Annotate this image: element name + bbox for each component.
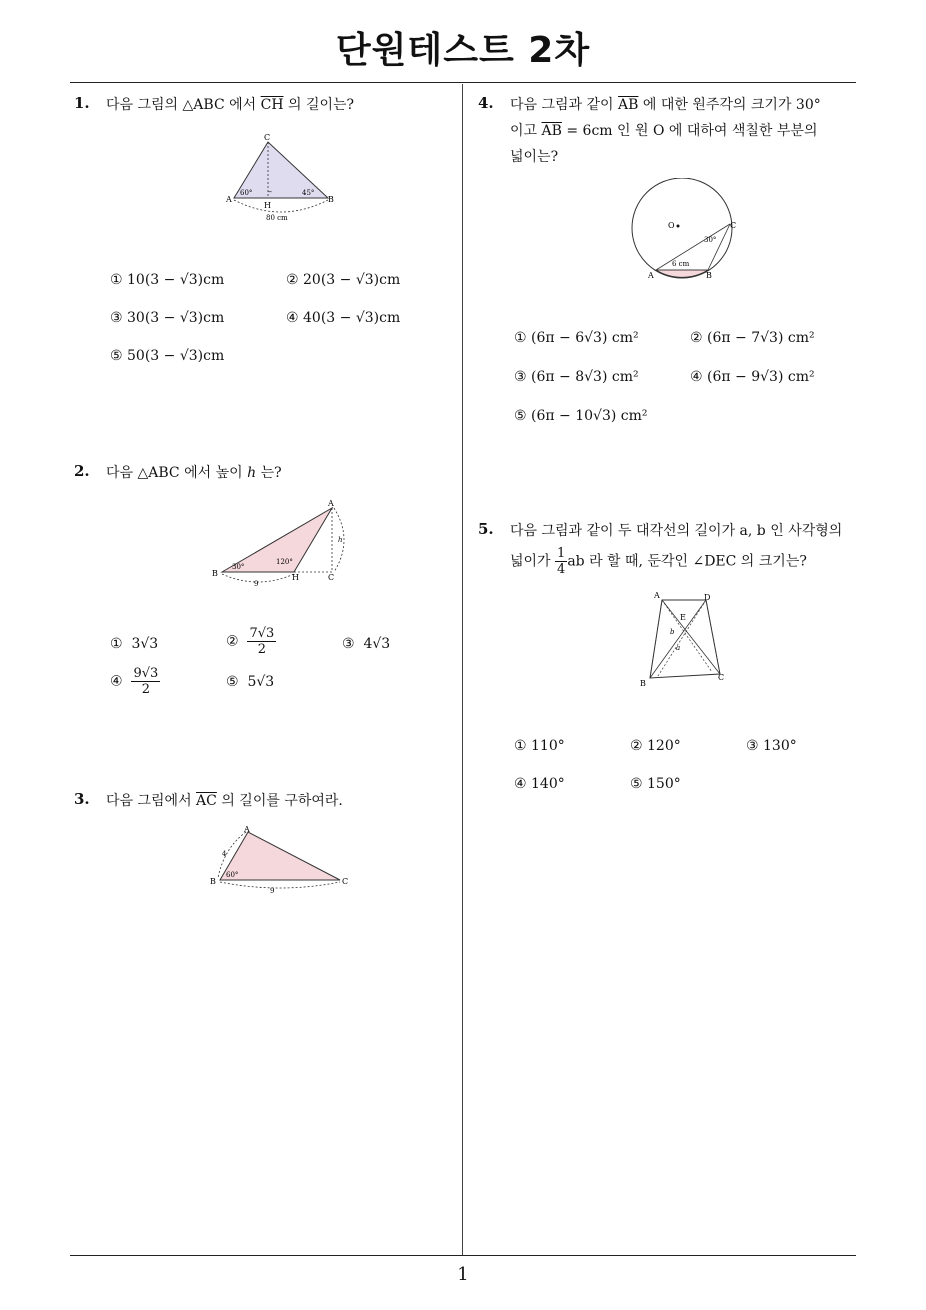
- option-mark: ①: [110, 636, 123, 652]
- option-3[interactable]: ③ (6π − 8√3) cm²: [514, 369, 639, 385]
- text-part: 다음 △ABC 에서 높이: [106, 465, 248, 481]
- option-value: 5√3: [247, 674, 275, 690]
- option-2[interactable]: [226, 626, 276, 657]
- label-H: H: [292, 573, 299, 582]
- option-1[interactable]: ① 10(3 − √3)cm: [110, 272, 225, 288]
- option-1[interactable]: ① (6π − 6√3) cm²: [514, 330, 639, 346]
- column-divider: [462, 84, 463, 1256]
- fraction: [247, 626, 276, 657]
- label-B: B: [328, 195, 334, 204]
- label-b: b: [670, 628, 675, 636]
- segment-label: $\overline{AC}$: [196, 793, 217, 809]
- option-1[interactable]: ① 110°: [514, 738, 565, 754]
- option-mark: ⑤: [226, 674, 239, 690]
- label-O: O: [668, 221, 675, 230]
- question-number: 3.: [74, 790, 90, 808]
- text-part: 다음 그림에서: [106, 793, 197, 809]
- label-D: D: [704, 593, 711, 602]
- text-line: [510, 92, 860, 118]
- triangle-figure-2: [208, 496, 358, 592]
- segment-label: $\overline{CH}$: [260, 97, 284, 113]
- label-C: C: [718, 673, 725, 682]
- denominator: 2: [257, 642, 267, 657]
- base-length: 9: [270, 887, 275, 895]
- option-2[interactable]: ② 120°: [630, 738, 681, 754]
- label-B: B: [210, 877, 216, 886]
- var-h: h: [247, 465, 257, 481]
- segment-label: $\overline{AB}$: [618, 97, 639, 113]
- label-A: A: [654, 591, 660, 600]
- text-part: ab 라 할 때, 둔각인 ∠DEC 의 크기는?: [567, 553, 807, 570]
- text-part: 넓이가: [510, 553, 556, 570]
- bottom-rule: [70, 1255, 856, 1256]
- numerator: 1: [557, 546, 566, 561]
- option-4[interactable]: [110, 666, 160, 697]
- text-part: 의 길이를 구하여라.: [216, 793, 343, 809]
- label-A: A: [244, 825, 250, 834]
- option-value: 4√3: [363, 636, 391, 652]
- option-5[interactable]: [226, 674, 274, 690]
- text-part: 의 길이는?: [283, 97, 355, 113]
- label-C: C: [730, 221, 737, 230]
- text-line: 다음 그림과 같이 두 대각선의 길이가 a, b 인 사각형의: [510, 523, 843, 539]
- quadrilateral-figure-5: [636, 586, 736, 690]
- numerator: 7√3: [249, 626, 275, 641]
- fraction: [131, 666, 160, 697]
- text-line: [510, 118, 860, 144]
- label-H: H: [264, 201, 271, 210]
- label-B: B: [640, 679, 646, 688]
- question-number: 4.: [478, 94, 494, 112]
- triangle-figure-3: [206, 822, 356, 896]
- text-line: [510, 546, 870, 577]
- label-A: A: [648, 271, 654, 280]
- tick-mark: –: [268, 187, 272, 196]
- triangle-figure-1: [222, 128, 342, 228]
- option-mark: ④: [110, 673, 123, 690]
- page-number: 1: [457, 1264, 469, 1285]
- height-label: h: [338, 536, 343, 544]
- angle-B: 30°: [232, 563, 245, 571]
- angle-B: 45°: [302, 189, 315, 197]
- option-mark: ③: [342, 636, 355, 652]
- label-A: A: [328, 499, 334, 508]
- option-3[interactable]: [342, 636, 390, 652]
- question-text: [510, 92, 860, 170]
- label-C: C: [342, 877, 349, 886]
- option-3[interactable]: ③ 30(3 − √3)cm: [110, 310, 225, 326]
- denominator: 2: [141, 682, 151, 697]
- label-E: E: [680, 613, 686, 622]
- top-rule: [70, 82, 856, 83]
- chord-length: 6 cm: [672, 260, 690, 268]
- option-3[interactable]: ③ 130°: [746, 738, 797, 754]
- text-part: 에 대한 원주각의 크기가 30°: [638, 97, 821, 113]
- label-C: C: [264, 133, 271, 142]
- option-value: 3√3: [131, 636, 159, 652]
- segment-label: $\overline{AB}$: [541, 123, 562, 139]
- option-5[interactable]: ⑤ (6π − 10√3) cm²: [514, 408, 648, 424]
- side-length: 4: [222, 850, 227, 858]
- option-2[interactable]: ② (6π − 7√3) cm²: [690, 330, 815, 346]
- fraction: [555, 546, 567, 577]
- option-4[interactable]: ④ 140°: [514, 776, 565, 792]
- text-line: 넓이는?: [510, 149, 559, 165]
- label-C: C: [328, 573, 335, 582]
- page-title: 단원테스트 2차: [335, 30, 591, 71]
- circle-figure-4: [626, 178, 742, 282]
- base-length: 9: [254, 580, 259, 588]
- label-B: B: [212, 569, 218, 578]
- question-text: [106, 92, 354, 118]
- option-mark: ②: [226, 633, 239, 650]
- angle-A: 60°: [240, 189, 253, 197]
- option-5[interactable]: ⑤ 50(3 − √3)cm: [110, 348, 225, 364]
- label-B: B: [706, 271, 712, 280]
- option-5[interactable]: ⑤ 150°: [630, 776, 681, 792]
- option-4[interactable]: ④ (6π − 9√3) cm²: [690, 369, 815, 385]
- angle-H: 120°: [276, 558, 293, 566]
- text-part: = 6cm 인 원 O 에 대하여 색칠한 부분의: [561, 123, 818, 139]
- text-part: 이고: [510, 123, 542, 139]
- text-part: 다음 그림의 △ABC 에서: [106, 97, 261, 113]
- question-text: [106, 788, 343, 814]
- base-length: 80 cm: [266, 214, 288, 222]
- question-text: [106, 460, 282, 486]
- text-part: 다음 그림과 같이: [510, 97, 619, 113]
- question-number: 2.: [74, 462, 90, 480]
- label-A: A: [226, 195, 232, 204]
- denominator: 4: [557, 562, 566, 577]
- option-1[interactable]: [110, 636, 158, 652]
- question-number: 5.: [478, 520, 494, 538]
- text-part: 는?: [256, 465, 282, 481]
- label-a: a: [676, 644, 681, 652]
- question-text: [510, 518, 870, 577]
- angle-C: 30°: [704, 236, 717, 244]
- numerator: 9√3: [133, 666, 159, 681]
- option-4[interactable]: ④ 40(3 − √3)cm: [286, 310, 401, 326]
- option-2[interactable]: ② 20(3 − √3)cm: [286, 272, 401, 288]
- question-number: 1.: [74, 94, 90, 112]
- angle-B: 60°: [226, 871, 239, 879]
